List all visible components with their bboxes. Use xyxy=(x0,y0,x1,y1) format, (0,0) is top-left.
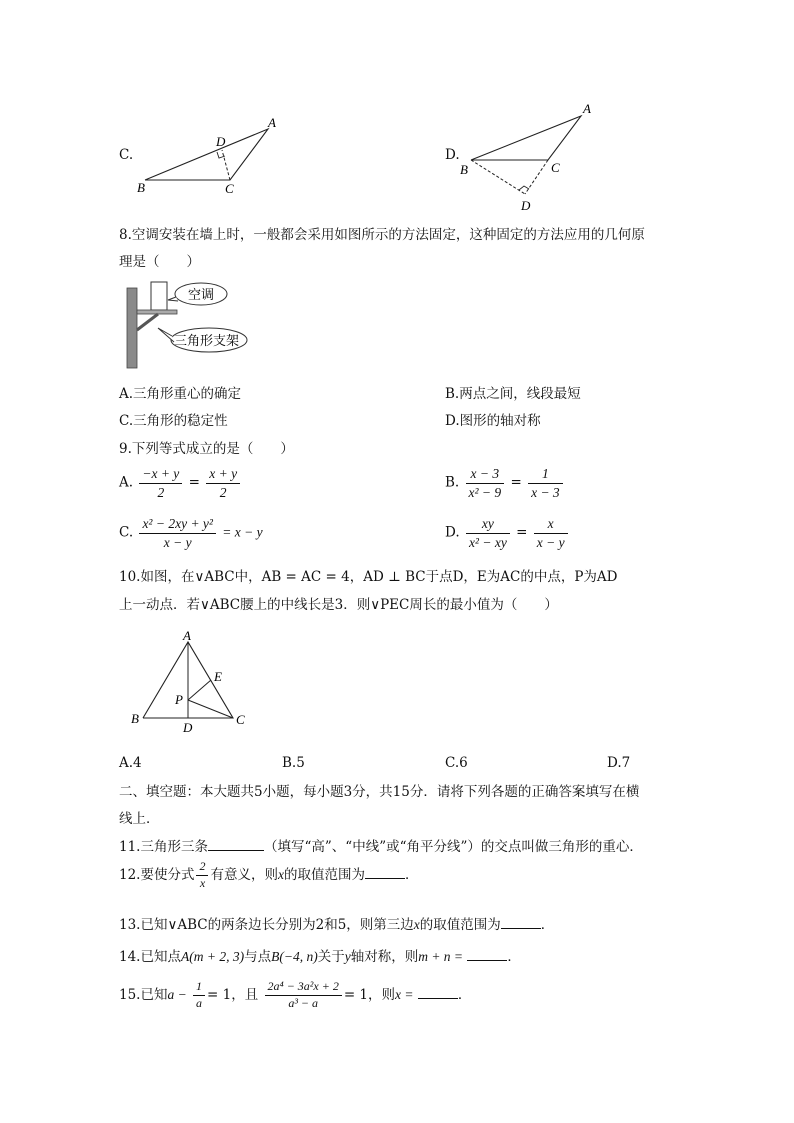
q10-label-b: B xyxy=(131,711,139,726)
q13-answer-blank[interactable] xyxy=(501,916,541,929)
q11: 11.三角形三条 （填写“高”、“中线”或“角平分线”）的交点叫做三角形的重心． xyxy=(119,839,643,855)
q7-option-d-figure xyxy=(455,100,605,215)
q8-option-b: B.两点之间，线段最短 xyxy=(445,386,581,402)
q14-answer-blank[interactable] xyxy=(467,948,507,961)
q8-stem-line1: 8.空调安装在墙上时，一般都会采用如图所示的方法固定，这种固定的方法应用的几何原 xyxy=(119,227,645,243)
q7d-label-a: A xyxy=(583,101,591,116)
q10-option-b: B.5 xyxy=(282,755,305,771)
q12-answer-blank[interactable] xyxy=(365,866,405,879)
q10-option-a: A.4 xyxy=(119,755,142,771)
q10-stem-line1: 10.如图，在∨ABC中，AB = AC = 4，AD ⊥ BC于点D，E为AC的中点，P为AD xyxy=(119,569,618,585)
q11-answer-blank[interactable] xyxy=(208,838,264,851)
q10-label-e: E xyxy=(214,669,222,684)
q9-option-b: B. $\frac{x - 3}{\text{x² − 9}}$ = $\frac{1}{x - 3}$ xyxy=(445,466,565,500)
q7c-label-c: C xyxy=(225,181,234,196)
section2-heading-line1: 二、填空题：本大题共5小题，每小题3分，共15分．请将下列各题的正确答案填写在横 xyxy=(119,784,640,800)
q15: 15.已知a − $\frac{1}{a}$ = 1，且 $\frac{\text{2a⁴ − 3a²x + 2}}{\text{a³ − a}}$ = 1，则x = ． xyxy=(119,979,472,1010)
callout-triangle-bracket: 三角形支架 xyxy=(174,334,240,349)
callout-air-conditioner: 空调 xyxy=(188,288,215,303)
section2-heading-line2: 线上． xyxy=(119,811,160,827)
q7-option-c-figure xyxy=(135,112,285,196)
q7c-label-b: B xyxy=(137,180,145,195)
q8-stem-line2: 理是（ ） xyxy=(119,254,200,270)
q7d-label-d: D xyxy=(521,198,531,213)
q12: 12.要使分式 $\frac{2}{x}$ 有意义，则x的取值范围为 ． xyxy=(119,859,419,890)
q14: 14.已知点A(m + 2, 3)与点B(−4, n)关于y轴对称，则m + n = ． xyxy=(119,949,521,965)
q8-option-d: D.图形的轴对称 xyxy=(445,413,541,429)
q13: 13.已知∨ABC的两条边长分别为2和5，则第三边x的取值范围为 ． xyxy=(119,917,555,933)
q10-option-c: C.6 xyxy=(445,755,468,771)
q7-option-d-label: D. xyxy=(445,147,460,163)
q9-option-d: D. $\frac{xy}{\text{x² − xy}}$ = $\frac{x}{x - y}$ xyxy=(445,516,570,550)
q10-option-d: D.7 xyxy=(607,755,631,771)
q10-label-d: D xyxy=(183,720,193,735)
q8-air-conditioner-figure xyxy=(122,278,252,372)
q9-stem: 9.下列等式成立的是（ ） xyxy=(119,441,294,457)
q7d-label-b: B xyxy=(460,162,468,177)
q8-option-c: C.三角形的稳定性 xyxy=(119,413,228,429)
q8-option-a: A.三角形重心的确定 xyxy=(119,386,242,402)
q10-triangle-figure xyxy=(128,630,253,738)
q7-option-c-label: C. xyxy=(119,147,134,163)
q9-option-c: C. $\frac{\text{x² − 2xy + y²}}{x - y}$ = x − y xyxy=(119,516,263,550)
q10-label-a: A xyxy=(183,630,191,643)
q10-label-p: P xyxy=(175,692,183,707)
q9-option-a: A. $\frac{-x + y}{2}$ = $\frac{x + y}{2}$ xyxy=(119,466,242,500)
q7c-label-a: A xyxy=(268,115,276,130)
q10-stem-line2: 上一动点．若∨ABC腰上的中线长是3．则∨PEC周长的最小值为（ ） xyxy=(119,597,558,613)
q10-label-c: C xyxy=(236,712,245,727)
q7c-label-d: D xyxy=(216,134,226,149)
q15-answer-blank[interactable] xyxy=(418,986,458,999)
q7d-label-c: C xyxy=(551,160,560,175)
